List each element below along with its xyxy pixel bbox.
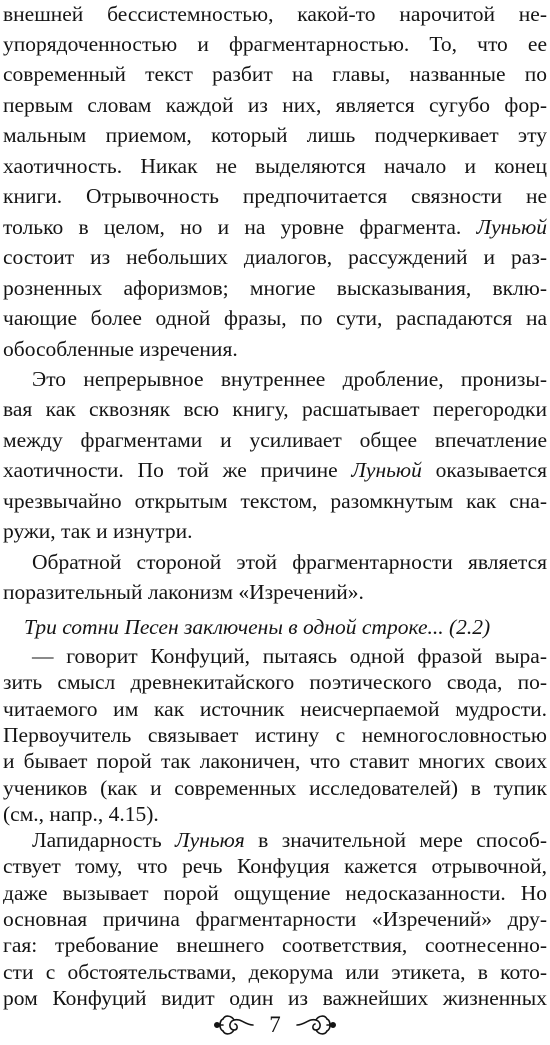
text-line bbox=[3, 303, 547, 334]
ornament-left-icon bbox=[213, 1012, 255, 1038]
text-segment: даже вызывает порой ощущение недосказанности. Но bbox=[3, 881, 547, 905]
text-segment: Обратной стороной этой фрагментарности является bbox=[32, 550, 547, 574]
page-footer bbox=[0, 1008, 550, 1042]
text-line bbox=[3, 394, 547, 425]
text-segment: вая как сквозняк всю книгу, расшатывает перегородки bbox=[3, 397, 547, 421]
text-line bbox=[3, 455, 547, 486]
text-segment: Первоучитель связывает истину с немногословностью bbox=[3, 723, 547, 747]
text-segment: чрезвычайно открытым текстом, разомкнутым как сна- bbox=[3, 489, 547, 513]
text-line bbox=[3, 29, 547, 60]
text-segment: ствует тому, что речь Конфуция кажется отрывочной, bbox=[3, 854, 547, 878]
text-segment: Три сотни Песен заключены в одной строке... (2.2) bbox=[24, 615, 491, 639]
text-line bbox=[3, 181, 547, 212]
text-line bbox=[3, 334, 547, 365]
text-segment: основная причина фрагментарности «Изречений» дру- bbox=[3, 907, 547, 931]
text-segment: оказывается bbox=[421, 458, 547, 482]
text-segment: мальным приемом, который лишь подчеркивает эту bbox=[3, 123, 547, 147]
text-line bbox=[3, 242, 547, 273]
text-segment: хаотичности. По той же причине bbox=[3, 458, 352, 482]
italic-title: Луньюя bbox=[175, 828, 245, 852]
text-segment: упорядоченностью и фрагментарностью. То, что ее bbox=[3, 32, 547, 56]
text-line bbox=[32, 364, 547, 395]
quote-line bbox=[24, 612, 524, 643]
italic-title: Луньюй bbox=[476, 215, 547, 239]
text-line bbox=[3, 273, 547, 304]
text-segment: сти с обстоятельствами, декорума или этикета, в кото- bbox=[3, 960, 547, 984]
text-segment: гая: требование внешнего соответствия, соотнесенно- bbox=[3, 933, 547, 957]
text-line bbox=[32, 547, 547, 578]
text-segment: розненных афоризмов; многие высказывания, вклю- bbox=[3, 276, 547, 300]
text-segment: внешней бессистемностью, какой-то нарочитой не- bbox=[3, 2, 547, 26]
text-segment: и бывает порой так лаконичен, что ставит многих своих bbox=[3, 749, 547, 773]
text-segment: хаотичность. Никак не выделяются начало и конец bbox=[3, 154, 547, 178]
text-segment: чающие более одной фразы, по сути, распадаются на bbox=[3, 306, 547, 330]
text-line bbox=[3, 90, 547, 121]
text-segment: ружи, так и изнутри. bbox=[3, 519, 193, 543]
text-segment: обособленные изречения. bbox=[3, 337, 238, 361]
text-segment: учеников (как и современных исследователей) в тупик bbox=[3, 776, 547, 800]
text-line bbox=[3, 486, 547, 517]
text-segment: ром Конфуций видит один из важнейших жизненных bbox=[3, 986, 547, 1010]
text-segment: состоит из небольших диалогов, рассуждений и раз- bbox=[3, 245, 547, 269]
text-line bbox=[3, 577, 547, 608]
italic-title: Луньюй bbox=[351, 458, 422, 482]
text-segment: Это непрерывное внутреннее дробление, пронизы- bbox=[32, 367, 547, 391]
text-line bbox=[3, 0, 547, 30]
text-line bbox=[3, 516, 547, 547]
text-segment: читаемого им как источник неисчерпаемой мудрости. bbox=[3, 697, 547, 721]
text-segment: (см., напр., 4.15). bbox=[3, 802, 159, 826]
text-segment: современный текст разбит на главы, названные по bbox=[3, 62, 547, 86]
page-number: 7 bbox=[269, 1012, 281, 1037]
text-line bbox=[3, 120, 547, 151]
text-segment: между фрагментами и усиливает общее впечатление bbox=[3, 428, 547, 452]
text-segment: книги. Отрывочность предпочитается связности не bbox=[3, 184, 547, 208]
ornament-right-icon bbox=[295, 1012, 337, 1038]
text-segment: Лапидарность bbox=[32, 828, 176, 852]
text-segment: — говорит Конфуций, пытаясь одной фразой выра- bbox=[32, 644, 547, 668]
text-segment: в значительной мере способ- bbox=[244, 828, 547, 852]
text-segment: поразительный лаконизм «Изречений». bbox=[3, 580, 364, 604]
text-segment: первым словам каждой из них, является сугубо фор- bbox=[3, 93, 547, 117]
text-line bbox=[3, 151, 547, 182]
text-line bbox=[3, 212, 547, 243]
text-segment: зить смысл древнекитайского поэтического свода, по- bbox=[3, 670, 547, 694]
text-line bbox=[3, 425, 547, 456]
text-segment: только в целом, но и на уровне фрагмента. bbox=[3, 215, 477, 239]
text-line bbox=[3, 59, 547, 90]
